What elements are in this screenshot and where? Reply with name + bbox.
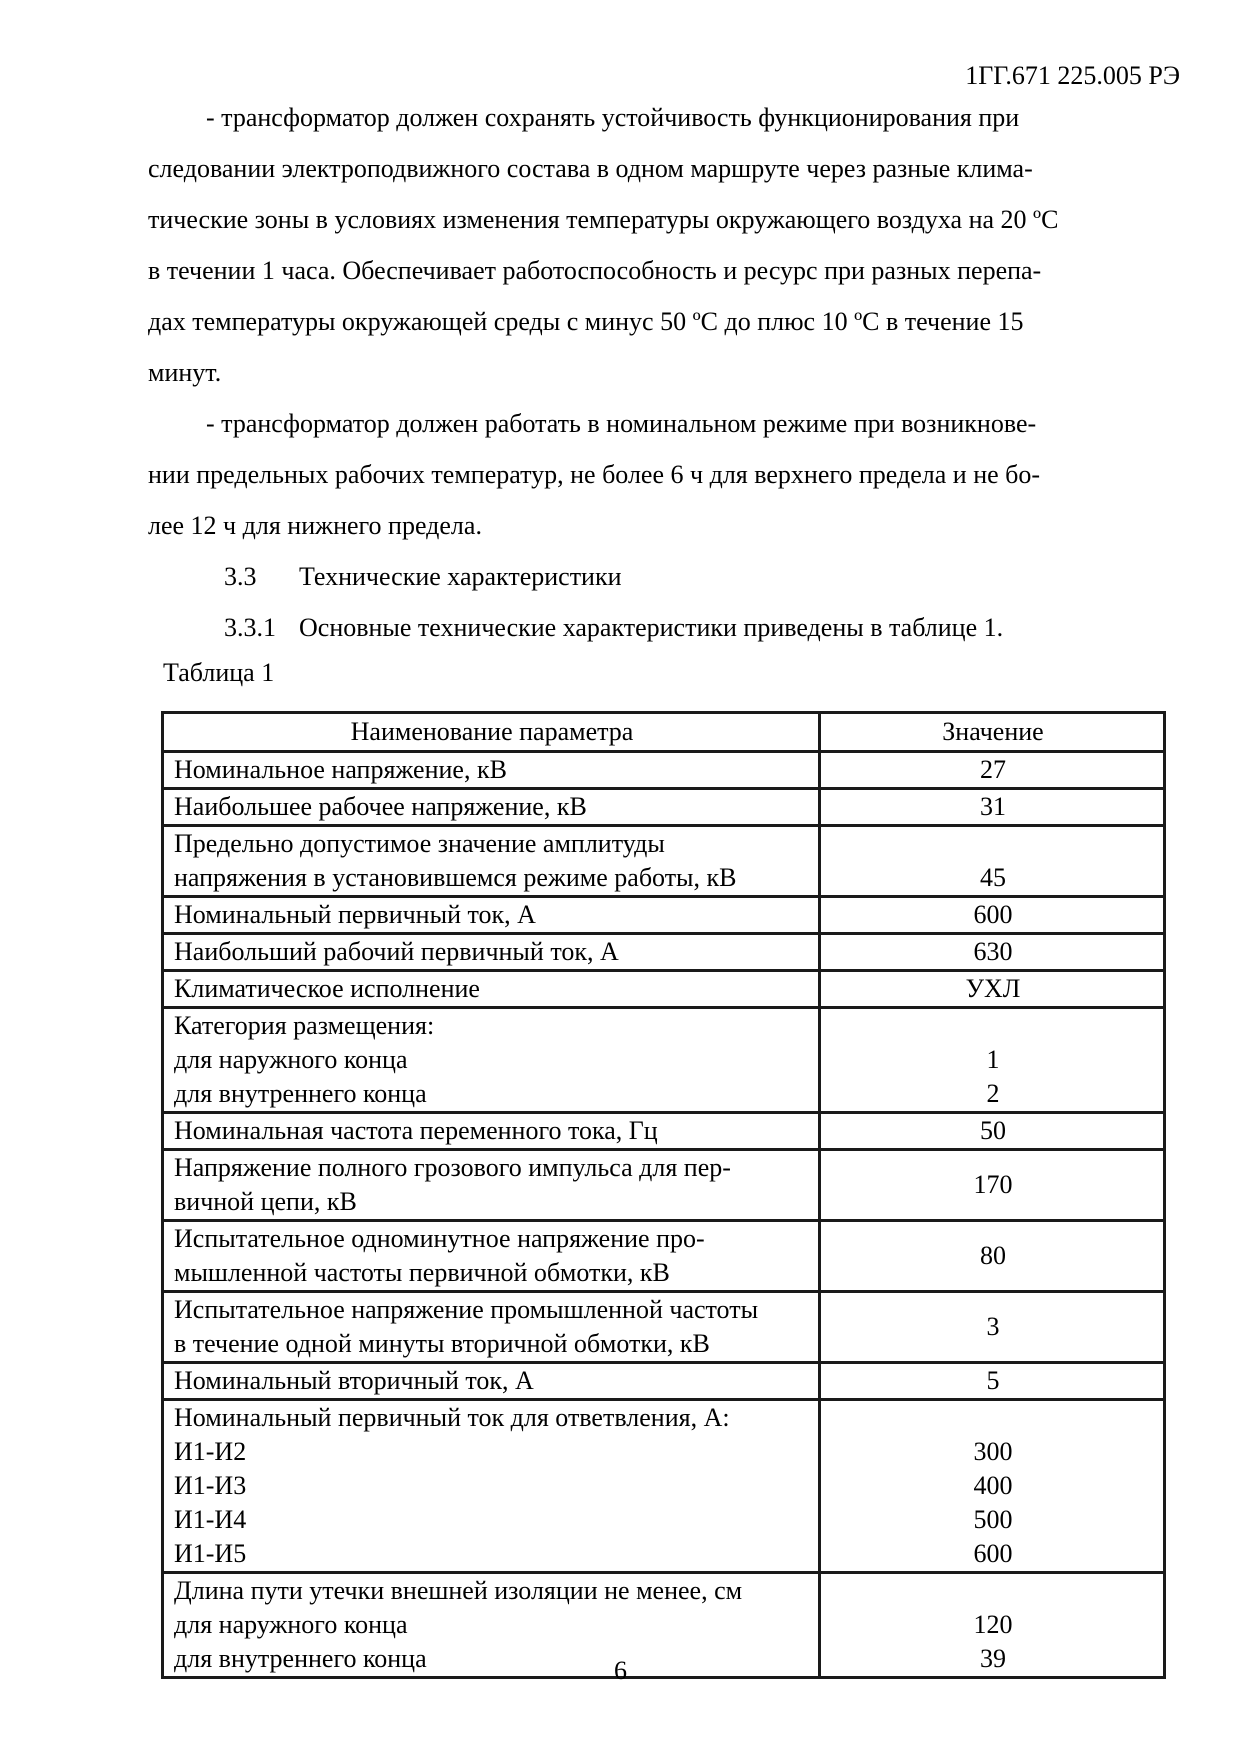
parameter-text: Напряжение полного грозового импульса для пер- bbox=[174, 1153, 731, 1182]
parameter-text: Климатическое исполнение bbox=[174, 974, 480, 1003]
parameter-text: для наружного конца bbox=[174, 1610, 408, 1639]
value-text: 600 bbox=[973, 1539, 1013, 1568]
table-row bbox=[163, 1221, 1165, 1292]
parameter-text: Наибольшее рабочее напряжение, кВ bbox=[174, 792, 587, 821]
body-text bbox=[148, 92, 1178, 653]
column-header-parameter: Наименование параметра bbox=[163, 713, 820, 752]
value-text: 120 bbox=[973, 1610, 1013, 1639]
value-text: 2 bbox=[986, 1079, 1000, 1108]
text-line: следовании электроподвижного состава в одном маршруте через разные клима- bbox=[148, 154, 1033, 183]
parameter-cell bbox=[163, 971, 820, 1008]
table-row bbox=[163, 1292, 1165, 1363]
table-row bbox=[163, 1363, 1165, 1400]
table-row bbox=[163, 789, 1165, 826]
value-text: 45 bbox=[980, 863, 1006, 892]
parameter-text: Предельно допустимое значение амплитуды bbox=[174, 829, 665, 858]
value-cell bbox=[820, 1113, 1165, 1150]
table-row bbox=[163, 1008, 1165, 1113]
table-row bbox=[163, 934, 1165, 971]
parameter-text: Длина пути утечки внешней изоляции не менее, см bbox=[174, 1576, 743, 1605]
parameter-cell bbox=[163, 934, 820, 971]
value-text: 31 bbox=[980, 792, 1006, 821]
value-cell bbox=[820, 1008, 1165, 1113]
text-line: - трансформатор должен сохранять устойчивость функционирования при bbox=[206, 103, 1020, 132]
text-line: дах температуры окружающей среды с минус 50 ºС до плюс 10 ºС в течение 15 bbox=[148, 307, 1024, 336]
text-line: тические зоны в условиях изменения температуры окружающего воздуха на 20 ºC bbox=[148, 205, 1059, 234]
parameter-text: для внутреннего конца bbox=[174, 1644, 427, 1673]
section-number: 3.3.1 bbox=[224, 613, 276, 642]
parameter-text: для наружного конца bbox=[174, 1045, 408, 1074]
parameter-text: И1-И5 bbox=[174, 1539, 247, 1568]
parameter-cell bbox=[163, 1400, 820, 1573]
value-text: 50 bbox=[980, 1116, 1006, 1145]
parameter-text: Испытательное одноминутное напряжение про- bbox=[174, 1224, 705, 1253]
table-row bbox=[163, 897, 1165, 934]
parameter-text: мышленной частоты первичной обмотки, кВ bbox=[174, 1258, 670, 1287]
parameter-text: Категория размещения: bbox=[174, 1011, 435, 1040]
parameter-text: И1-И4 bbox=[174, 1505, 247, 1534]
parameter-cell bbox=[163, 1221, 820, 1292]
table-row bbox=[163, 1150, 1165, 1221]
text-line: в течении 1 часа. Обеспечивает работоспособность и ресурс при разных перепа- bbox=[148, 256, 1042, 285]
table-header-row bbox=[163, 713, 1165, 752]
parameter-cell bbox=[163, 897, 820, 934]
parameter-text: напряжения в установившемся режиме работы, кВ bbox=[174, 863, 737, 892]
value-text: 1 bbox=[986, 1045, 1000, 1074]
parameter-text: И1-И2 bbox=[174, 1437, 247, 1466]
text-line: лее 12 ч для нижнего предела. bbox=[148, 511, 482, 540]
text-line: - трансформатор должен работать в номинальном режиме при возникнове- bbox=[206, 409, 1037, 438]
value-text: 170 bbox=[973, 1170, 1013, 1199]
subsection-heading bbox=[148, 602, 1178, 653]
value-text: 630 bbox=[973, 937, 1013, 966]
value-cell bbox=[820, 897, 1165, 934]
value-cell bbox=[820, 1292, 1165, 1363]
section-number: 3.3 bbox=[224, 562, 257, 591]
parameter-cell bbox=[163, 1363, 820, 1400]
section-heading bbox=[148, 551, 1178, 602]
value-cell bbox=[820, 826, 1165, 897]
value-cell bbox=[820, 1400, 1165, 1573]
parameter-text: Номинальная частота переменного тока, Гц bbox=[174, 1116, 658, 1145]
parameter-text: для внутреннего конца bbox=[174, 1079, 427, 1108]
table-row bbox=[163, 1113, 1165, 1150]
text-line: минут. bbox=[148, 358, 222, 387]
parameter-text: И1-И3 bbox=[174, 1471, 247, 1500]
value-cell bbox=[820, 934, 1165, 971]
page-number: 6 bbox=[614, 1656, 627, 1685]
value-cell bbox=[820, 1221, 1165, 1292]
section-title: Технические характеристики bbox=[299, 562, 622, 591]
parameter-text: Испытательное напряжение промышленной частоты bbox=[174, 1295, 759, 1324]
specifications-table bbox=[161, 711, 1166, 1679]
paragraph-temperature-stability bbox=[148, 92, 1178, 398]
section-title: Основные технические характеристики приведены в таблице 1. bbox=[299, 613, 1004, 642]
value-cell bbox=[820, 752, 1165, 789]
parameter-cell bbox=[163, 789, 820, 826]
parameter-cell bbox=[163, 1008, 820, 1113]
parameter-cell bbox=[163, 1150, 820, 1221]
value-cell bbox=[820, 789, 1165, 826]
parameter-cell bbox=[163, 1292, 820, 1363]
value-text: 39 bbox=[980, 1644, 1006, 1673]
paragraph-limit-temperatures bbox=[148, 398, 1178, 551]
document-code: 1ГГ.671 225.005 РЭ bbox=[965, 61, 1180, 90]
parameter-cell bbox=[163, 826, 820, 897]
value-text: 27 bbox=[980, 755, 1006, 784]
parameter-text: вичной цепи, кВ bbox=[174, 1187, 357, 1216]
table-caption: Таблица 1 bbox=[163, 658, 275, 687]
table-row bbox=[163, 1400, 1165, 1573]
parameter-text: Номинальный первичный ток, А bbox=[174, 900, 536, 929]
value-cell bbox=[820, 971, 1165, 1008]
text-line: нии предельных рабочих температур, не более 6 ч для верхнего предела и не бо- bbox=[148, 460, 1041, 489]
parameter-text: в течение одной минуты вторичной обмотки, кВ bbox=[174, 1329, 710, 1358]
parameter-text: Наибольший рабочий первичный ток, А bbox=[174, 937, 619, 966]
parameter-text: Номинальный первичный ток для ответвления, А: bbox=[174, 1403, 730, 1432]
value-text: 3 bbox=[986, 1312, 1000, 1341]
value-text: 600 bbox=[973, 900, 1013, 929]
value-text: УХЛ bbox=[965, 974, 1021, 1003]
parameter-cell bbox=[163, 1113, 820, 1150]
parameter-text: Номинальное напряжение, кВ bbox=[174, 755, 507, 784]
value-text: 300 bbox=[973, 1437, 1013, 1466]
value-cell bbox=[820, 1363, 1165, 1400]
parameter-text: Номинальный вторичный ток, А bbox=[174, 1366, 534, 1395]
parameter-cell bbox=[163, 752, 820, 789]
value-text: 5 bbox=[986, 1366, 1000, 1395]
table-row bbox=[163, 752, 1165, 789]
column-header-value: Значение bbox=[820, 713, 1165, 752]
table-row bbox=[163, 826, 1165, 897]
value-text: 80 bbox=[980, 1241, 1006, 1270]
value-cell bbox=[820, 1150, 1165, 1221]
value-text: 500 bbox=[973, 1505, 1013, 1534]
table-row bbox=[163, 971, 1165, 1008]
table-body bbox=[163, 752, 1165, 1678]
value-text: 400 bbox=[973, 1471, 1013, 1500]
